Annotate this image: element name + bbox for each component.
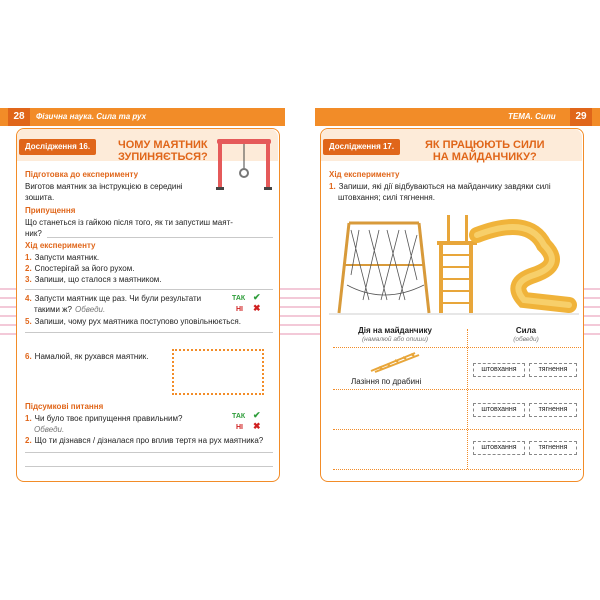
final-heading: Підсумкові питання	[25, 402, 104, 411]
title-line-2: ЗУПИНЯЄТЬСЯ?	[118, 151, 208, 163]
pendulum-illustration	[213, 133, 275, 191]
final-question-2: 2. Що ти дізнався / дізналася про вплив тертя на рух маятника?	[25, 436, 264, 445]
cross-icon: ✖	[253, 303, 261, 313]
check-icon: ✔	[253, 292, 261, 302]
right-header-text: ТЕМА. Сили	[508, 112, 556, 121]
step-1: 1. Запиши, які дії відбуваються на майданчику завдяки силі штовхання; силі тягнення.	[329, 182, 551, 202]
example-action: Лазіння по драбині	[351, 377, 422, 386]
right-page-number: 29	[570, 108, 592, 126]
step-1: 1. Запусти маятник.	[25, 253, 100, 262]
study-16-label: Дослідження 16.	[19, 139, 96, 155]
answer-line[interactable]	[25, 452, 273, 453]
answer-line[interactable]	[25, 466, 273, 467]
step-4: 4. Запусти маятник ще раз. Чи були результати такими ж? Обведи.	[25, 294, 202, 314]
no-option[interactable]: НІ	[236, 424, 243, 431]
right-card	[320, 128, 584, 482]
playground-illustration	[329, 205, 579, 317]
tower-icon	[437, 215, 477, 313]
yes-option[interactable]: ТАК	[232, 295, 246, 302]
left-page-number: 28	[8, 108, 30, 126]
table-divider	[467, 329, 468, 469]
pendulum-nut-icon	[240, 169, 248, 177]
col-action-heading: Дія на майданчику	[358, 326, 432, 335]
steps-list	[25, 252, 162, 285]
pendulum-leg-icon	[266, 143, 270, 189]
title-line-1: ЯК ПРАЦЮЮТЬ СИЛИ	[425, 139, 545, 151]
yes-option[interactable]: ТАК	[232, 413, 246, 420]
table-line	[333, 347, 581, 348]
climbing-frame-icon	[339, 223, 429, 313]
step-5: 5. Запиши, чому рух маятника поступово уповільнюється.	[25, 317, 241, 326]
table-line	[333, 469, 581, 470]
pendulum-leg-icon	[218, 143, 222, 189]
drawing-box[interactable]	[172, 349, 264, 395]
no-option[interactable]: НІ	[236, 306, 243, 313]
study-17-label: Дослідження 17.	[323, 139, 400, 155]
pendulum-foot-icon	[216, 187, 224, 190]
step-3: 3. Запиши, що сталося з маятником.	[25, 275, 162, 284]
check-icon: ✔	[253, 410, 261, 420]
title-line-2: НА МАЙДАНЧИКУ?	[432, 151, 537, 163]
left-card	[16, 128, 280, 482]
course-heading: Хід експерименту	[25, 241, 96, 250]
ladder-icon	[369, 351, 421, 373]
pull-option[interactable]: тягнення	[529, 363, 577, 377]
study-16-title	[118, 139, 208, 163]
pull-option[interactable]: тягнення	[529, 403, 577, 417]
table-line	[333, 389, 581, 390]
step-2: 2. Спостерігай за його рухом.	[25, 264, 135, 273]
step-6: 6. Намалюй, як рухався маятник.	[25, 352, 149, 361]
prep-text: Виготов маятник за інструкцією в середині зошита.	[25, 182, 183, 202]
left-header-text: Фізична наука. Сила та рух	[36, 112, 147, 121]
push-option[interactable]: штовхання	[473, 403, 525, 417]
answer-line[interactable]	[25, 332, 273, 333]
final-question-1: 1. Чи було твоє припущення правильним? Обведи.	[25, 414, 183, 434]
answer-line[interactable]	[47, 237, 273, 238]
assume-text: Що станеться із гайкою після того, як ти запустиш маят- ник?	[25, 218, 233, 238]
prep-heading: Підготовка до експерименту	[25, 170, 139, 179]
title-line-1: ЧОМУ МАЯТНИК	[118, 139, 208, 151]
pendulum-foot-icon	[264, 187, 272, 190]
push-option[interactable]: штовхання	[473, 363, 525, 377]
push-option[interactable]: штовхання	[473, 441, 525, 455]
assume-heading: Припущення	[25, 206, 76, 215]
answer-line[interactable]	[25, 289, 273, 290]
table-line	[333, 429, 581, 430]
pendulum-bar-icon	[217, 139, 271, 144]
study-17-title	[425, 139, 545, 163]
course-heading: Хід експерименту	[329, 170, 400, 179]
col-force-heading: Сила	[515, 326, 537, 335]
col-action-hint: (намалюй або опиши)	[361, 336, 428, 343]
pull-option[interactable]: тягнення	[529, 441, 577, 455]
cross-icon: ✖	[253, 421, 261, 431]
right-header-bar	[315, 108, 600, 126]
col-force-hint: (обведи)	[513, 336, 539, 343]
slide-icon	[477, 227, 569, 305]
